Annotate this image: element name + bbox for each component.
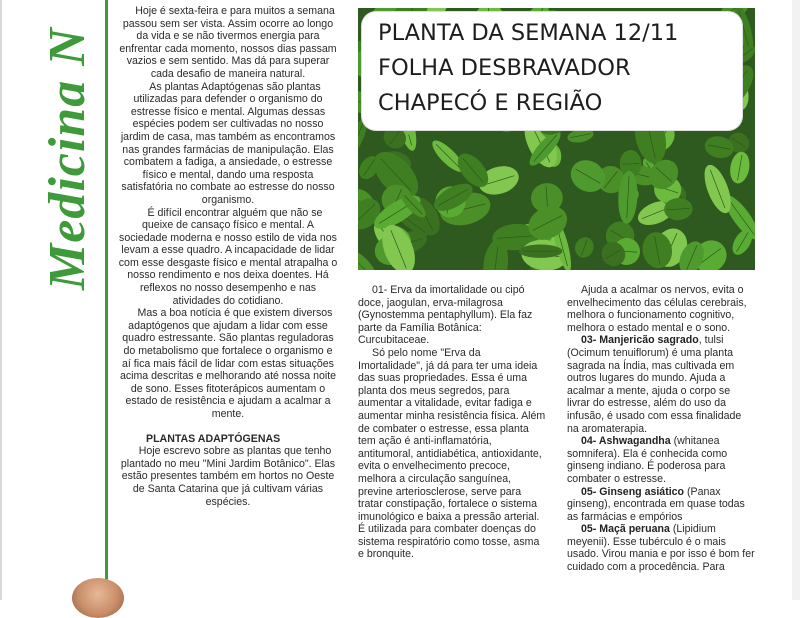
article-column-1 (118, 5, 338, 508)
paragraph: É difícil encontrar alguém que não se queixe de cansaço físico e mental. A sociedade moderna e nosso estilo de vida nos levam a esse quadro. A incapacidade de lidar com esse desgaste físico e mental atrapalha o nosso rendimento e nos deixa doentes. Há reflexos no nosso desempenho e nas atividades do cotidiano. (118, 206, 338, 307)
article-column-3 (567, 284, 755, 574)
article-column-2 (358, 284, 546, 561)
author-avatar (72, 578, 124, 618)
subheading: PLANTAS ADAPTÓGENAS (146, 432, 281, 445)
paragraph: Hoje escrevo sobre as plantas que tenho plantado no meu "Mini Jardim Botânico". Elas estão presentes também em hortos no Oeste de Santa Catarina que já cultivam várias espécies. (120, 445, 336, 508)
paragraph: Mas a boa notícia é que existem diversos adaptógenos que ajudam a lidar com esse quadro estressante. São plantas reguladoras do metabolismo que fortalece o organismo e aí fica mais fácil de lidar com estas situações acima descritas e melhorando até nossa noite de sono. Esses fitoterápicos aumentam o estado de resistência e ajudam a acalmar a mente. (119, 307, 337, 420)
plant-item-text: , tulsi (Ocimum tenuiflorum) é uma planta sagrada na Índia, mas cultivada em outros lugares do mundo. Ajuda a acalmar a mente, ajuda o corpo se livrar do estresse, além do uso da infusão, é usado com essa finalidade na aromaterapia. (567, 334, 742, 435)
plant-photo (358, 8, 755, 270)
paragraph: As plantas Adaptógenas são plantas utilizadas para defender o organismo do estresse físico e mental. Algumas dessas espécies podem ser cultivadas no nosso jardim de casa, mas também as encontramos nas grandes farmácias de manipulação. Elas combatem a fadiga, a ansiedade, o estresse físico e mental, dando uma resposta satisfatória no combate ao estresse do nosso organismo. (120, 80, 336, 206)
plant-item (567, 523, 755, 573)
section-title-vertical: Medicina N (39, 27, 96, 290)
plant-item-title: 03- Manjericão sagrado (581, 334, 699, 347)
plant-item-title: 04- Ashwagandha (581, 435, 671, 448)
plant-item-text: (Lipidium meyenii). Esse tubérculo é o mais usado. Virou mania e por isso é bom fer cuidado com a procedência. Para (567, 523, 755, 574)
page-left-edge (0, 0, 2, 600)
paragraph: Hoje é sexta-feira e para muitos a semana passou sem ser vista. Assim ocorre ao longo da vida e se não tivermos energia para enfrentar cada momento, nossos dias passam vazios e sem sentido. Mas dá para superar cada desafio de maneira natural. (119, 5, 337, 80)
plant-item (567, 486, 755, 524)
plant-item (567, 334, 755, 435)
plant-item (567, 435, 755, 485)
headline-banner (362, 12, 742, 130)
paragraph: Só pelo nome "Erva da Imortalidade", já dá para ter uma ideia das suas propriedades. Essa é uma planta dos meus segredos, para aumentar a vitalidade, evitar fadiga e aumentar minha resistência física. Além de combater o estresse, essa planta tem ação é anti-inflamatória, antitumoral, antidiabética, antioxidante, evita o envelhecimento precoce, melhora a circulação sanguínea, previne arteriosclerose, serve para tratar constipação, fortalece o sistema imunológico e baixa a pressão arterial. É utilizada para combater doenças do sistema respiratório como tosse, asma e bronquite. (358, 346, 546, 561)
paragraph: Ajuda a acalmar os nervos, evita o envelhecimento das células cerebrais, melhora o funcionamento cognitivo, melhora o estado mental e o sono. (567, 284, 747, 334)
plant-item-text: (Panax ginseng), encontrada em quase todas as farmácias e empórios (567, 485, 745, 523)
headline-line-3: CHAPECÓ E REGIÃO (378, 90, 603, 116)
page-right-edge (792, 0, 800, 600)
paragraph: 01- Erva da imortalidade ou cipó doce, jaogulan, erva-milagrosa (Gynostemma pentaphyllum). Ela faz parte da Família Botânica: Curcubitaceae. (358, 284, 533, 347)
plant-item-text: (whitanea somnifera). Ela é conhecida como ginseng indiano. É poderosa para combater o estresse. (567, 435, 728, 485)
headline-line-2: FOLHA DESBRAVADOR (378, 55, 631, 81)
headline-line-1: PLANTA DA SEMANA 12/11 (378, 20, 679, 46)
plant-item-title: 05- Ginseng asiático (581, 485, 685, 498)
section-divider-line (105, 0, 108, 580)
plant-item-title: 05- Maçã peruana (581, 523, 670, 536)
